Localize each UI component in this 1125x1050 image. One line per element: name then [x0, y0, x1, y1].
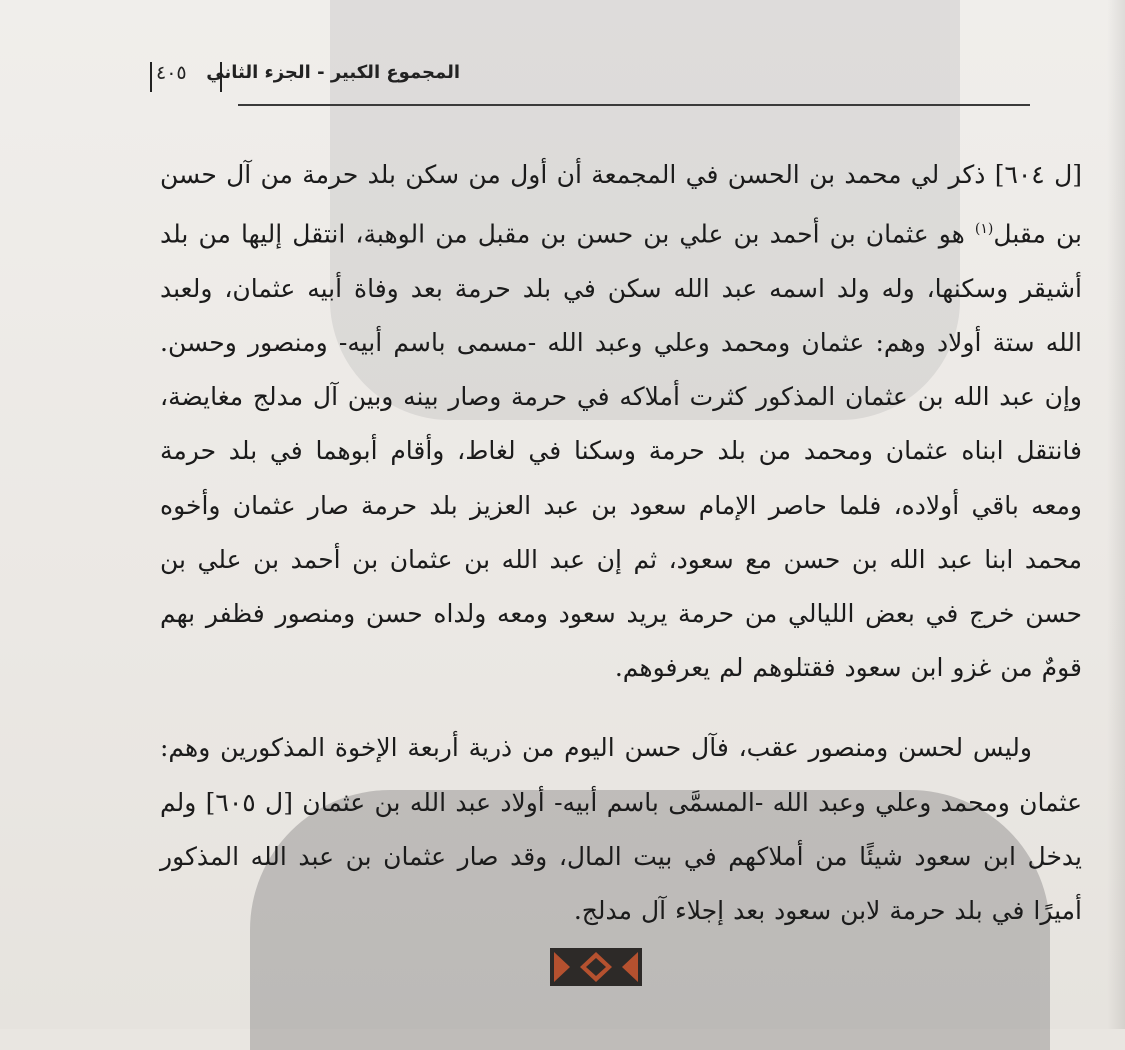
page-edge: [1107, 0, 1125, 1029]
paragraph-1: [160, 148, 1082, 695]
paragraph-1-start: [ل ٦٠٤] ذكر لي محمد بن الحسن في المجمعة أن أول من سكن بلد حرمة من آل حسن بن مقبل: [160, 160, 1082, 249]
paragraph-2: وليس لحسن ومنصور عقب، فآل حسن اليوم من ذرية أربعة الإخوة المذكورين وهم: عثمان ومحمد وعلي وعبد الله -المسمَّى باسم أبيه- أولاد عبد الله بن عثمان [ل ٦٠٥] ولم يدخل ابن سعود شيئًا من أملاكهم في بيت المال، وقد صار عثمان بن عبد الله المذكور أميرًا في بلد حرمة لابن سعود بعد إجلاء آل مدلج.: [160, 733, 1083, 925]
paragraph-1-rest: هو عثمان بن أحمد بن علي بن حسن بن مقبل من الوهبة، انتقل إليها من بلد أشيقر وسكنها، وله ولد اسمه عبد الله سكن في بلد حرمة بعد وفاة أبيه عثمان، ولعبد الله ستة أولاد وهم: عثمان ومحمد وعلي وعبد الله -مسمى باسم أبيه- ومنصور وحسن. وإن عبد الله بن عثمان المذكور كثرت أملاكه في حرمة وصار بينه وبين آل مدلج مغايضة، فانتقل ابناه عثمان ومحمد من بلد حرمة وسكنا في لغاط، وأقام أبوهما في بلد حرمة ومعه باقي أولاده، فلما حاصر الإمام سعود بن عبد العزيز بلد حرمة صار عثمان وأخوه محمد ابنا عبد الله بن حسن مع سعود، ثم إن عبد الله بن عثمان بن أحمد بن علي بن حسن خرج في بعض الليالي من حرمة يريد سعود ومعه ولداه حسن ومنصور فظفر بهم قومٌ من غزو ابن سعود فقتلوهم لم يعرفوهم.: [160, 219, 1082, 683]
footnote-marker: (١): [974, 221, 994, 238]
book-title: المجموع الكبير - الجزء الثاني: [206, 62, 460, 83]
page-number: ٤٠٥: [156, 62, 187, 84]
page-body: [160, 148, 1082, 938]
header-rule: [238, 104, 1030, 106]
ornament-divider: [550, 948, 642, 986]
running-header: [150, 56, 1030, 106]
header-divider-left: [150, 62, 152, 92]
